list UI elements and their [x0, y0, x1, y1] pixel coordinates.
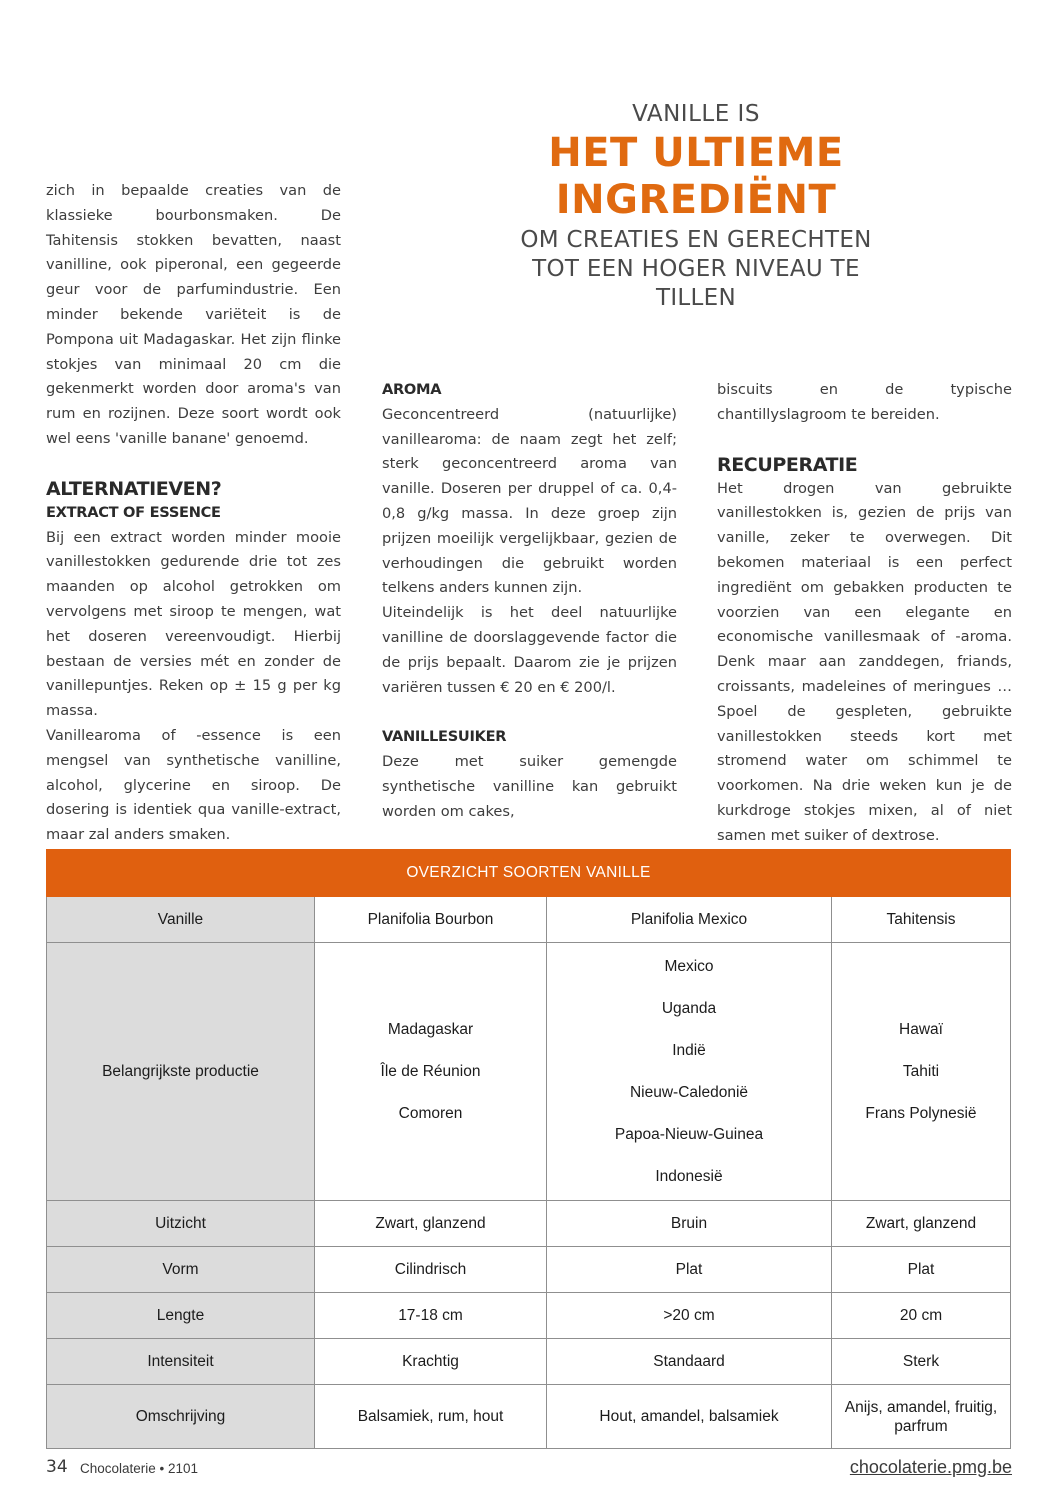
table-header-cell: Vanille [47, 897, 315, 943]
production-country: Île de Réunion [380, 1062, 481, 1080]
production-mexico-cell [547, 943, 832, 1201]
heading-aroma: AROMA [382, 381, 442, 398]
table-cell: 17-18 cm [315, 1293, 547, 1339]
production-tahitensis-cell [832, 943, 1011, 1201]
table-cell: Hout, amandel, balsamiek [547, 1385, 832, 1449]
table-row [47, 1293, 1011, 1339]
pull-quote-main-line-1: HET ULTIEME [548, 130, 844, 176]
page-number: 34 [46, 1457, 68, 1477]
pull-quote-lead: VANILLE IS [632, 101, 760, 127]
pull-quote-main-line-2: INGREDIËNT [555, 177, 837, 223]
table-row [47, 1201, 1011, 1247]
col2-paragraph-price: Uiteindelijk is het deel natuurlijke vanilline de doorslaggevende factor die de prijs bepaalt. Daarom zie je prijzen variëren tussen € 20 en € 200/l. [382, 604, 677, 696]
col2-paragraph-aroma: Geconcentreerd (natuurlijke) vanillearoma: de naam zegt het zelf; sterk geconcentreerd aroma van vanille. Doseren per druppel of ca. 0,4-0,8 g/kg massa. In deze groep zijn prijzen moeilijk vergelijkbaar, gezien de verhoudingen die gebruikt worden telkens anders kunnen zijn. [382, 405, 677, 597]
production-country: Indië [672, 1041, 706, 1059]
table-cell: Sterk [832, 1339, 1011, 1385]
table-row-label: Intensiteit [47, 1339, 315, 1385]
table-cell: Zwart, glanzend [832, 1201, 1011, 1247]
vanilla-overview-table [46, 849, 1011, 1449]
table-row [47, 1247, 1011, 1293]
production-country: Tahiti [902, 1062, 940, 1080]
production-country: Nieuw-Caledonië [629, 1083, 749, 1101]
col2-paragraph-vanillesuiker: Deze met suiker gemengde synthetische vanilline kan gebruikt worden om cakes, [382, 753, 677, 820]
table-title-row [47, 850, 1011, 897]
article-column-2 [382, 378, 677, 825]
table-cell: Zwart, glanzend [315, 1201, 547, 1247]
table-cell: >20 cm [547, 1293, 832, 1339]
heading-recuperatie: RECUPERATIE [717, 453, 858, 476]
pull-quote-tail-line-1: OM CREATIES EN GERECHTEN [520, 227, 872, 253]
production-country: Frans Polynesië [865, 1104, 977, 1122]
table-cell: Cilindrisch [315, 1247, 547, 1293]
col1-intro-paragraph: zich in bepaalde creaties van de klassieke bourbonsmaken. De Tahitensis stokken bevatten, naast vanilline, ook piperonal, een gegeerde geur voor de parfumindustrie. Een minder bekende variëteit is de Pompona uit Madagaskar. Het zijn flinke stokjes van minimaal 20 cm die gekenmerkt worden door aroma's van rum en rozijnen. Deze soort wordt ook wel eens 'vanille banane' genoemd. [46, 182, 341, 447]
table-row-label: Lengte [47, 1293, 315, 1339]
pull-quote [500, 98, 892, 313]
subheading-extract: EXTRACT OF ESSENCE [46, 503, 221, 521]
article-column-3 [717, 378, 1012, 849]
table-title: OVERZICHT SOORTEN VANILLE [47, 850, 1011, 897]
table-row-label: Vorm [47, 1247, 315, 1293]
table-header-cell: Planifolia Bourbon [315, 897, 547, 943]
table-header-row [47, 897, 1011, 943]
pull-quote-tail-line-2: TOT EEN HOGER NIVEAU TE [532, 256, 860, 282]
table-header-cell: Planifolia Mexico [547, 897, 832, 943]
col3-paragraph-recuperatie: Het drogen van gebruikte vanillestokken is, gezien de prijs van vanille, zeker te overwegen. Dit bekomen materiaal is een perfect ingrediënt om gebakken producten te voorzien van een elegante en economische vanillesmaak of -aroma. Denk maar aan zanddegen, friands, croissants, madeleines of meringues … Spoel de gespleten, gebruikte vanillestokken steeds kort met stromend water om schimmel te voorkomen. Na drie weken kun je de kurkdroge stokjes mixen, al of niet samen met suiker of dextrose. [717, 479, 1012, 844]
production-country: Hawaï [899, 1020, 943, 1038]
pull-quote-tail-line-3: TILLEN [656, 285, 736, 311]
table-cell: 20 cm [832, 1293, 1011, 1339]
magazine-issue: Chocolaterie • 2101 [80, 1461, 199, 1476]
table-cell: Krachtig [315, 1339, 547, 1385]
table-cell: Bruin [547, 1201, 832, 1247]
table-row-label: Belangrijkste productie [47, 943, 315, 1201]
website-link[interactable]: chocolaterie.pmg.be [849, 1457, 1012, 1477]
production-bourbon-cell [315, 943, 547, 1201]
production-country: Comoren [398, 1104, 463, 1122]
col1-paragraph-essence: Vanillearoma of -essence is een mengsel van synthetische vanilline, alcohol, glycerine en siroop. De dosering is identiek qua vanille-extract, maar zal anders smaken. [46, 726, 341, 844]
table-header-cell: Tahitensis [832, 897, 1011, 943]
table-row-label: Omschrijving [47, 1385, 315, 1449]
article-column-1 [46, 179, 341, 848]
table-cell: Plat [547, 1247, 832, 1293]
table-cell: Standaard [547, 1339, 832, 1385]
col1-paragraph-extract: Bij een extract worden minder mooie vanillestokken gedurende drie tot zes maanden op alcohol getrokken om vervolgens met siroop te mengen, wat het doseren vereenvoudigt. Hierbij bestaan de versies mét en zonder de vanillepuntjes. Reken op ± 15 g per kg massa. [46, 528, 341, 720]
production-country: Papoa-Nieuw-Guinea [614, 1125, 764, 1143]
table-row-label: Uitzicht [47, 1201, 315, 1247]
heading-alternatieven: ALTERNATIEVEN? [46, 477, 222, 500]
table-row [47, 1385, 1011, 1449]
table-row [47, 1339, 1011, 1385]
table-cell: Balsamiek, rum, hout [315, 1385, 547, 1449]
production-country: Mexico [664, 957, 714, 975]
production-country: Uganda [661, 999, 717, 1017]
production-country: Indonesië [655, 1167, 723, 1185]
table-cell: Plat [832, 1247, 1011, 1293]
production-country: Madagaskar [387, 1020, 474, 1038]
heading-vanillesuiker: VANILLESUIKER [382, 728, 507, 746]
col3-paragraph-continued: biscuits en de typische chantillyslagroom te bereiden. [717, 381, 1012, 423]
table-row-production [47, 943, 1011, 1201]
pull-quote-tail [500, 226, 892, 313]
table-cell: Anijs, amandel, fruitig, parfrum [832, 1385, 1011, 1449]
